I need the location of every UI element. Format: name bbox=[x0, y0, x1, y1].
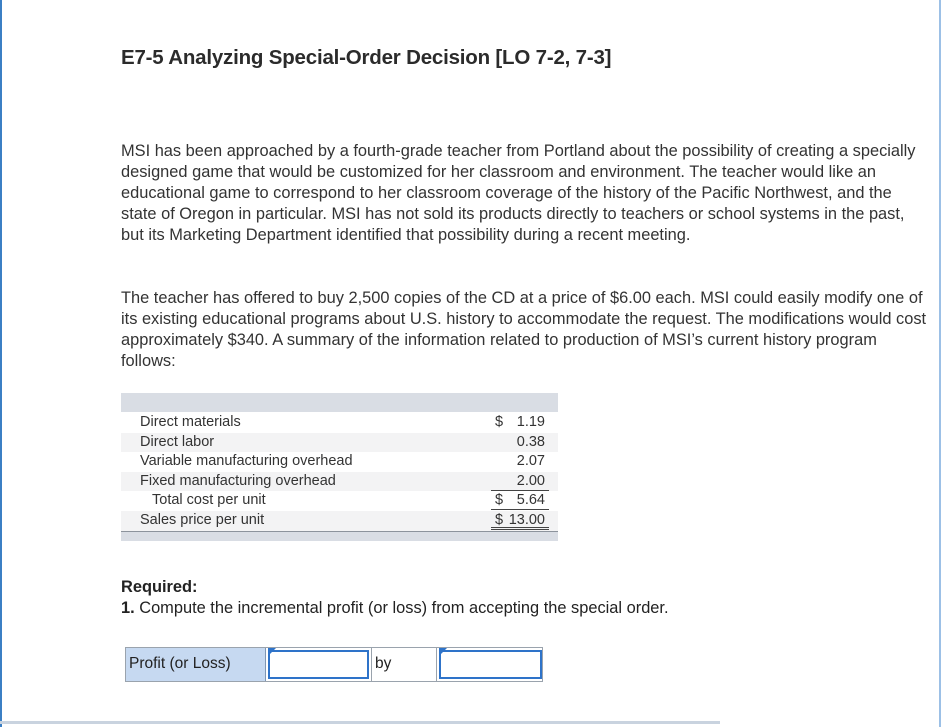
problem-paragraph-1: MSI has been approached by a fourth-grade teacher from Portland about the possibility of creating a specially designed game that would be customized for her classroom and environment. The teacher would like an educational game to correspond to her classroom coverage of the history of the Pacific Northwest, and the state of Oregon in particular. MSI has not sold its products directly to teachers or school systems in the past, but its Marketing Department identified that possibility during a recent meeting. bbox=[121, 142, 916, 244]
row-label: Direct materials bbox=[140, 414, 241, 430]
row-value bbox=[491, 433, 549, 452]
row-label: Total cost per unit bbox=[152, 492, 266, 508]
right-border bbox=[939, 0, 941, 727]
dropdown-indicator-icon bbox=[268, 648, 276, 656]
table-header-bar bbox=[121, 393, 558, 412]
row-label: Sales price per unit bbox=[140, 511, 265, 528]
currency-symbol: $ bbox=[495, 511, 504, 528]
row-value bbox=[491, 511, 549, 530]
amount: 13.00 bbox=[508, 511, 545, 528]
row-label: Variable manufacturing overhead bbox=[140, 453, 353, 469]
row-label: Fixed manufacturing overhead bbox=[140, 472, 336, 489]
row-value bbox=[491, 472, 549, 491]
amount: 0.38 bbox=[516, 433, 545, 450]
currency-symbol: $ bbox=[495, 414, 504, 430]
row-value bbox=[491, 452, 549, 471]
dropdown-indicator-icon bbox=[439, 648, 447, 656]
row-value bbox=[491, 413, 549, 432]
required-heading: Required: bbox=[121, 578, 198, 596]
currency-symbol: $ bbox=[495, 492, 504, 508]
table-row-fixed-overhead bbox=[121, 472, 558, 492]
cost-summary-table bbox=[121, 393, 558, 548]
row-label: Direct labor bbox=[140, 433, 215, 450]
table-row-direct-materials bbox=[121, 413, 558, 433]
row-value bbox=[491, 491, 549, 510]
required-section bbox=[121, 577, 669, 619]
page-title: E7-5 Analyzing Special-Order Decision [LO 7-2, 7-3] bbox=[121, 46, 612, 69]
amount: 2.07 bbox=[516, 453, 545, 469]
left-border bbox=[0, 0, 2, 727]
profit-loss-label: Profit (or Loss) bbox=[126, 648, 266, 681]
amount: 2.00 bbox=[516, 472, 545, 489]
required-item bbox=[121, 598, 669, 619]
answer-row bbox=[125, 647, 543, 682]
required-item-number: 1. bbox=[121, 599, 135, 617]
required-item-text: Compute the incremental profit (or loss) from accepting the special order. bbox=[139, 599, 669, 617]
amount: 1.19 bbox=[516, 414, 545, 430]
problem-paragraph-2: The teacher has offered to buy 2,500 copies of the CD at a price of $6.00 each. MSI could easily modify one of its existing educational programs about U.S. history to accommodate the request. The modifications would cost approximately $340. A summary of the information related to production of MSI’s current history program follows: bbox=[121, 289, 927, 370]
table-row-direct-labor bbox=[121, 433, 558, 453]
bottom-border bbox=[0, 721, 720, 724]
profit-loss-amount-input[interactable] bbox=[439, 650, 542, 679]
by-label: by bbox=[371, 648, 437, 681]
table-row-variable-overhead bbox=[121, 452, 558, 472]
table-row-sales-price bbox=[121, 511, 558, 531]
amount: 5.64 bbox=[516, 492, 545, 508]
profit-loss-select-input[interactable] bbox=[268, 650, 369, 679]
table-footer-bar bbox=[121, 531, 558, 541]
table-row-total-cost bbox=[121, 491, 558, 511]
